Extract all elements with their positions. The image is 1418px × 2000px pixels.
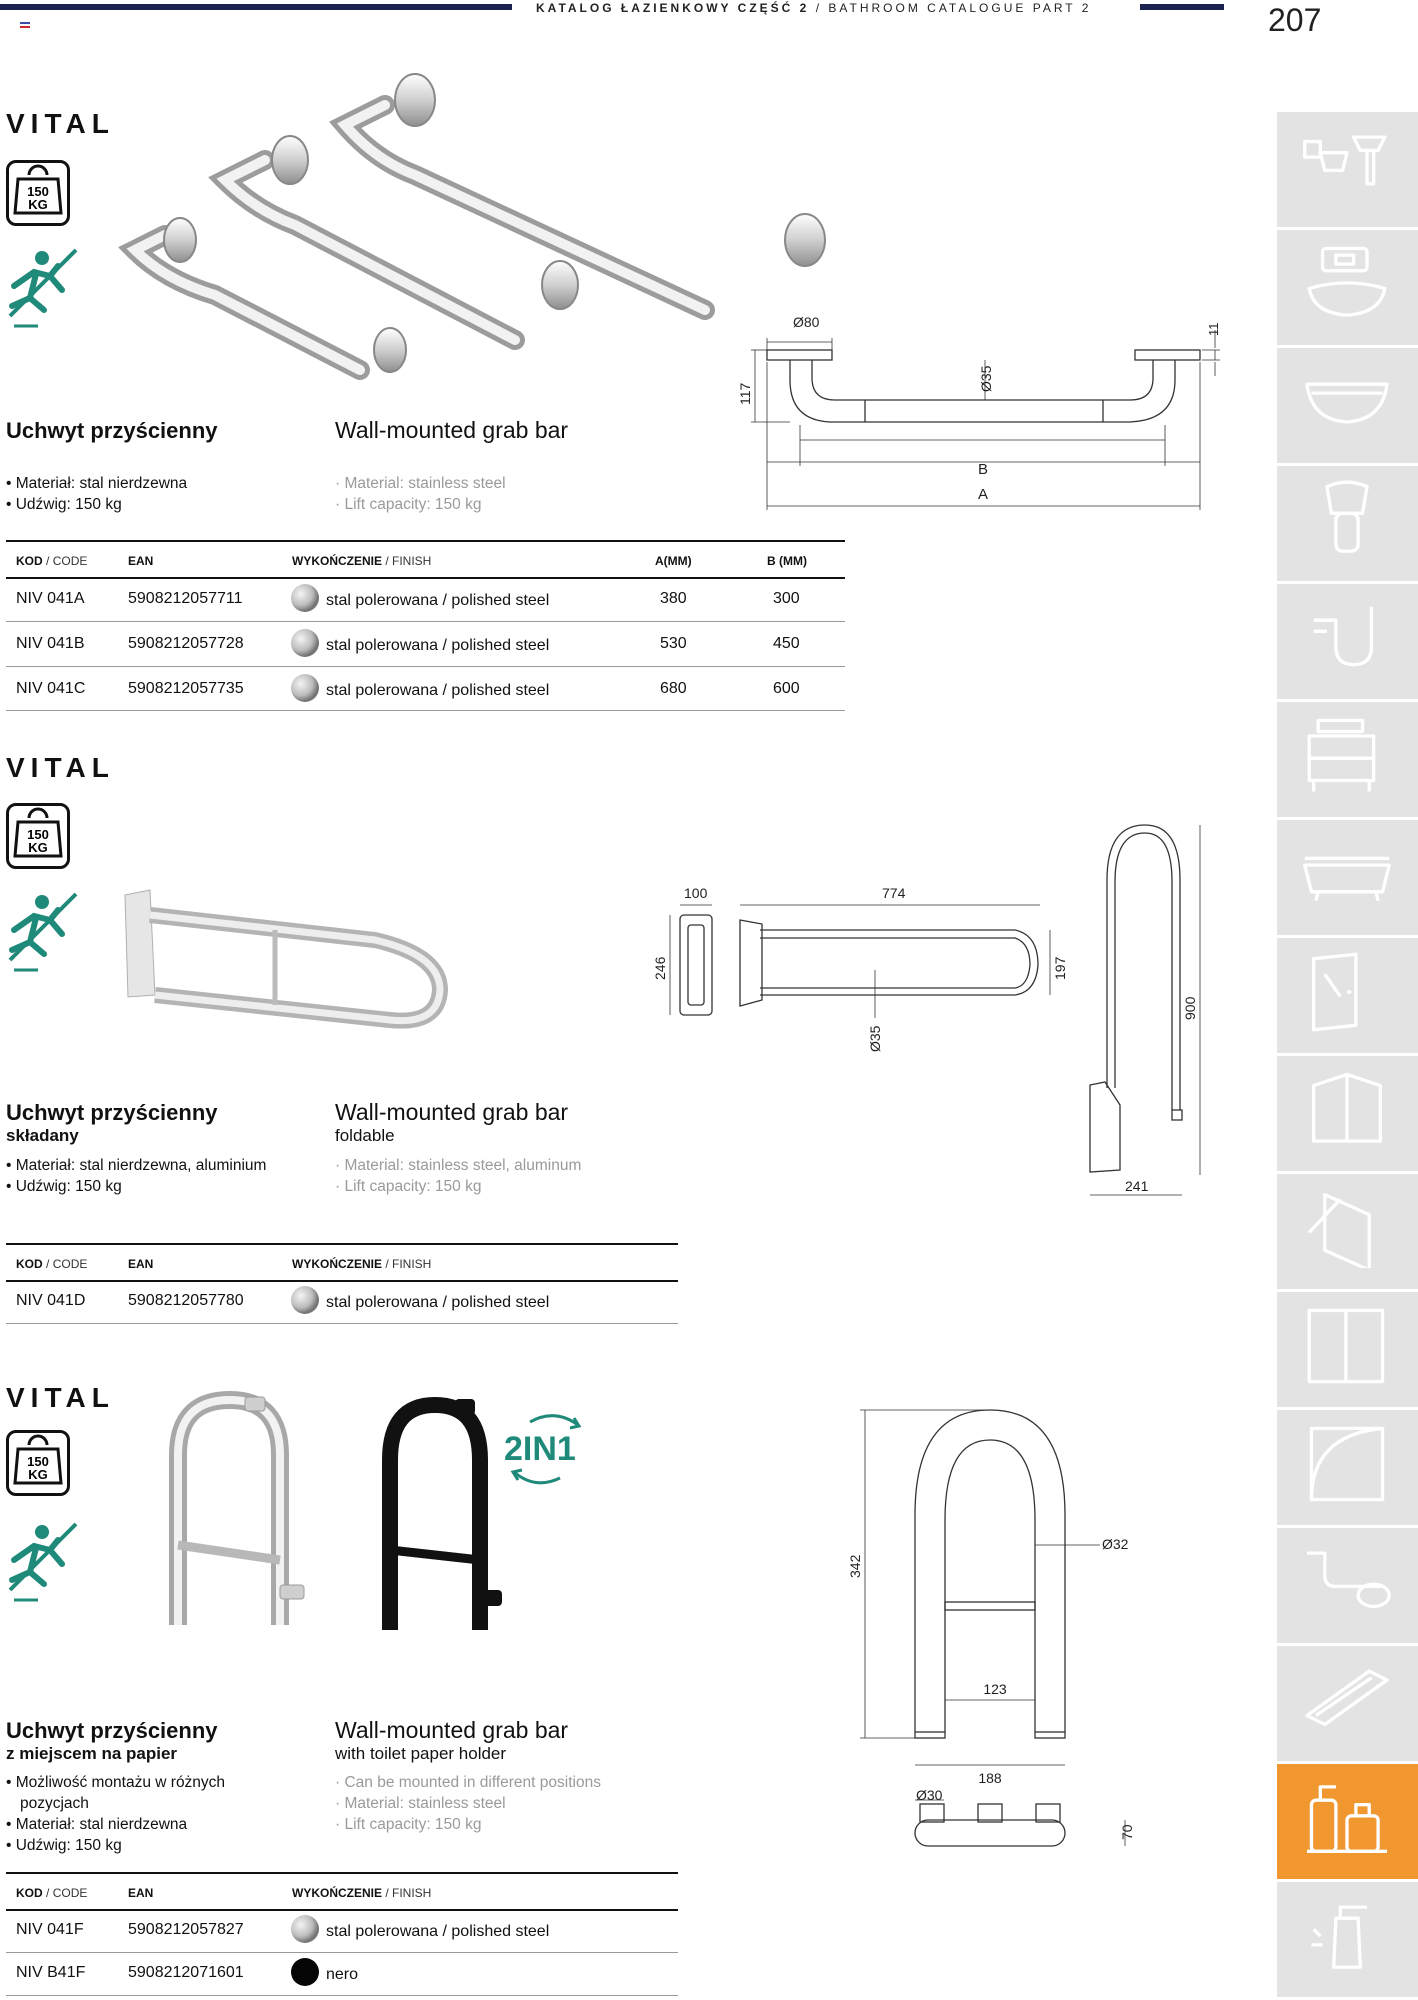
polished-steel-swatch bbox=[291, 629, 319, 657]
vanity-unit-icon bbox=[1302, 716, 1392, 796]
shower-screen-icon bbox=[1302, 1188, 1392, 1268]
product-title-en: Wall-mounted grab bar bbox=[335, 417, 569, 443]
bathtub-icon bbox=[1302, 834, 1392, 914]
svg-text:Ø30: Ø30 bbox=[916, 1787, 943, 1803]
features-en: · Material: stainless steel · Lift capacity: 150 kg bbox=[335, 473, 506, 515]
svg-text:774: 774 bbox=[882, 885, 906, 901]
svg-text:11: 11 bbox=[1206, 322, 1221, 336]
sidebar-category-12[interactable] bbox=[1277, 1410, 1418, 1525]
toilet-washbasin-icon bbox=[1302, 126, 1392, 206]
product-subtitle-en: foldable bbox=[335, 1126, 395, 1145]
weight-capacity-icon bbox=[6, 160, 70, 226]
catalog-header: KATALOG ŁAZIENKOWY CZĘŚĆ 2 / BATHROOM CATALOGUE PART 2 bbox=[536, 1, 1092, 15]
svg-text:246: 246 bbox=[652, 956, 668, 980]
foldable-grab-bar-image bbox=[120, 885, 455, 1050]
two-in-one-badge-icon bbox=[500, 1410, 590, 1490]
weight-capacity-icon bbox=[6, 803, 70, 869]
product-title-pl: Uchwyt przyścienny bbox=[6, 418, 218, 443]
sidebar-category-2[interactable] bbox=[1277, 230, 1418, 345]
wc-flush-icon bbox=[1302, 244, 1392, 324]
svg-text:2IN1: 2IN1 bbox=[504, 1430, 576, 1468]
product-title-en: Wall-mounted grab bar bbox=[335, 1717, 569, 1743]
svg-text:150: 150 bbox=[27, 827, 49, 842]
sidebar-category-1[interactable] bbox=[1277, 112, 1418, 227]
page-number: 207 bbox=[1268, 2, 1322, 38]
brand-logo: VITAL bbox=[6, 108, 115, 139]
siphon-icon bbox=[1302, 598, 1392, 678]
polished-steel-swatch bbox=[291, 1286, 319, 1314]
door-icon bbox=[1302, 952, 1392, 1032]
svg-text:188: 188 bbox=[978, 1770, 1002, 1786]
svg-text:B: B bbox=[978, 461, 989, 478]
svg-text:197: 197 bbox=[1052, 956, 1068, 980]
language-flag-icon bbox=[20, 22, 30, 29]
shower-tray-icon bbox=[1302, 1424, 1392, 1504]
features-pl: • Materiał: stal nierdzewna • Udźwig: 150 kg bbox=[6, 473, 187, 515]
sidebar-category-3[interactable] bbox=[1277, 348, 1418, 463]
sidebar-category-16[interactable] bbox=[1277, 1882, 1418, 1997]
sidebar-category-4[interactable] bbox=[1277, 466, 1418, 581]
svg-text:A: A bbox=[978, 486, 989, 503]
svg-text:Ø32: Ø32 bbox=[1102, 1536, 1129, 1552]
svg-text:Ø35: Ø35 bbox=[978, 365, 994, 392]
polished-steel-swatch bbox=[291, 1915, 319, 1943]
sidebar-category-10[interactable] bbox=[1277, 1174, 1418, 1289]
sidebar-category-14[interactable] bbox=[1277, 1646, 1418, 1761]
washbasin-icon bbox=[1302, 362, 1392, 442]
svg-text:KG: KG bbox=[28, 840, 48, 855]
accessories-icon bbox=[1302, 1778, 1392, 1858]
foldable-bar-technical-drawing bbox=[640, 820, 1220, 1210]
features-en: · Can be mounted in different positions · Material: stainless steel · Lift capacity: 150 kg bbox=[335, 1772, 601, 1835]
svg-text:70: 70 bbox=[1119, 1824, 1135, 1840]
weight-capacity-icon bbox=[6, 1430, 70, 1496]
product-subtitle-pl: składany bbox=[6, 1126, 79, 1145]
cleaning-icon bbox=[1302, 1896, 1392, 1976]
sidebar-category-13[interactable] bbox=[1277, 1528, 1418, 1643]
product-title-pl: Uchwyt przyścienny bbox=[6, 1718, 218, 1743]
svg-text:KG: KG bbox=[28, 1467, 48, 1482]
drain-pipe-icon bbox=[1302, 1542, 1392, 1622]
anti-slip-icon bbox=[4, 1520, 78, 1602]
header-bar-right bbox=[1140, 4, 1224, 10]
svg-text:241: 241 bbox=[1125, 1178, 1149, 1194]
header-bar-left bbox=[0, 4, 512, 10]
paper-holder-bar-technical-drawing bbox=[840, 1400, 1165, 1900]
sidebar-category-11[interactable] bbox=[1277, 1292, 1418, 1407]
svg-text:Ø35: Ø35 bbox=[867, 1025, 883, 1052]
product-subtitle-pl: z miejscem na papier bbox=[6, 1744, 178, 1763]
sidebar-category-5[interactable] bbox=[1277, 584, 1418, 699]
pedestal-icon bbox=[1302, 480, 1392, 560]
product-title-pl: Uchwyt przyścienny bbox=[6, 1100, 218, 1125]
features-pl: • Materiał: stal nierdzewna, aluminium • Udźwig: 150 kg bbox=[6, 1155, 266, 1197]
anti-slip-icon bbox=[4, 890, 78, 972]
shower-cabin-icon bbox=[1302, 1070, 1392, 1150]
product-title-en: Wall-mounted grab bar bbox=[335, 1099, 569, 1125]
svg-text:150: 150 bbox=[27, 1454, 49, 1469]
sidebar-category-7[interactable] bbox=[1277, 820, 1418, 935]
svg-text:123: 123 bbox=[983, 1681, 1007, 1697]
wardrobe-cabinet-icon bbox=[1302, 1306, 1392, 1386]
nero-black-swatch bbox=[291, 1958, 319, 1986]
svg-text:900: 900 bbox=[1182, 996, 1198, 1020]
svg-text:100: 100 bbox=[684, 885, 708, 901]
polished-steel-swatch bbox=[291, 674, 319, 702]
polished-steel-swatch bbox=[291, 584, 319, 612]
sidebar-category-6[interactable] bbox=[1277, 702, 1418, 817]
brand-logo: VITAL bbox=[6, 1382, 115, 1413]
sidebar-category-9[interactable] bbox=[1277, 1056, 1418, 1171]
sidebar-category-15[interactable] bbox=[1277, 1764, 1418, 1879]
svg-text:Ø80: Ø80 bbox=[793, 314, 820, 330]
sidebar-category-8[interactable] bbox=[1277, 938, 1418, 1053]
features-en: · Material: stainless steel, aluminum · Lift capacity: 150 kg bbox=[335, 1155, 581, 1197]
anti-slip-icon bbox=[4, 246, 78, 328]
brand-logo: VITAL bbox=[6, 752, 115, 783]
svg-text:117: 117 bbox=[737, 382, 753, 405]
grab-bar-technical-drawing bbox=[725, 300, 1230, 515]
product-subtitle-en: with toilet paper holder bbox=[335, 1744, 507, 1763]
svg-text:KG: KG bbox=[28, 197, 48, 212]
svg-text:342: 342 bbox=[847, 1554, 863, 1578]
grab-bar-with-paper-holder-steel-image bbox=[160, 1385, 325, 1630]
features-pl: • Możliwość montażu w różnych pozycjach • Materiał: stal nierdzewna • Udźwig: 150 kg bbox=[6, 1772, 225, 1856]
svg-text:150: 150 bbox=[27, 184, 49, 199]
linear-drain-icon bbox=[1302, 1660, 1392, 1740]
